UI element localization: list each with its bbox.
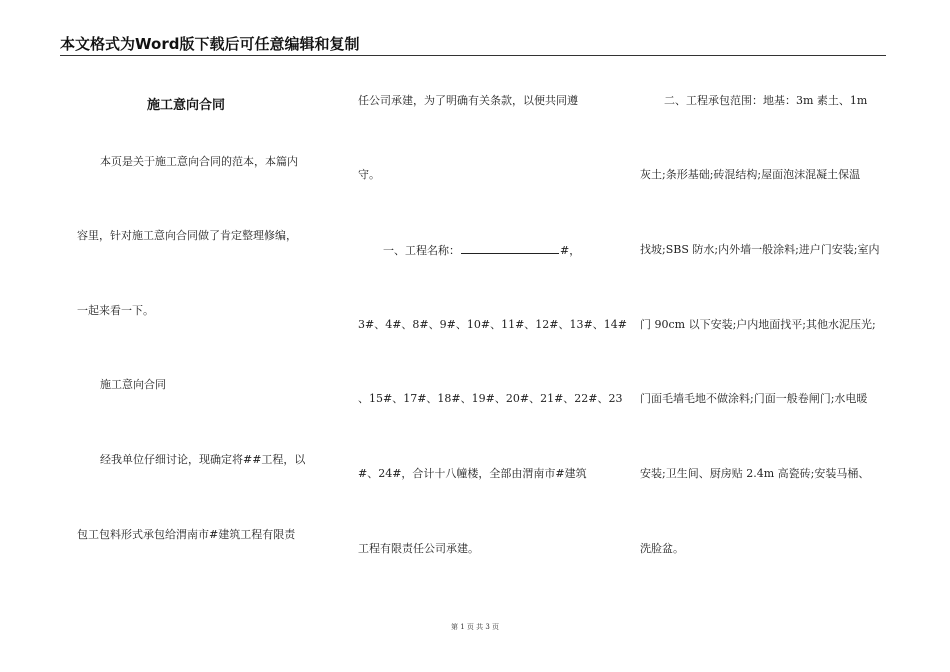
col2-project-name xyxy=(383,243,580,258)
col1-line-6: 包工包料形式承包给渭南市#建筑工程有限责 xyxy=(77,528,296,541)
col2-line-7: 工程有限责任公司承建。 xyxy=(358,542,479,555)
document-title: 施工意向合同 xyxy=(147,98,226,113)
col3-line-3: 找坡;SBS 防水;内外墙一般涂料;进户门安装;室内 xyxy=(640,243,880,256)
col1-line-1: 本页是关于施工意向合同的范本，本篇内 xyxy=(100,155,298,168)
col1-line-5: 经我单位仔细讨论，现确定将##工程，以 xyxy=(100,453,306,466)
col3-line-7: 洗脸盆。 xyxy=(640,542,684,555)
col2-line-5: 、15#、17#、18#、19#、20#、21#、22#、23 xyxy=(358,392,623,405)
col3-line-1: 二、工程承包范围：地基：3m 素土、1m xyxy=(664,94,868,107)
col3-line-5: 门面毛墙毛地不做涂料;门面一般卷闸门;水电暖 xyxy=(640,392,868,405)
project-name-suffix: #， xyxy=(560,244,581,257)
col2-line-1: 任公司承建，为了明确有关条款，以便共同遵 xyxy=(358,94,578,107)
col2-line-2: 守。 xyxy=(358,168,380,181)
header-rule xyxy=(60,55,886,56)
col1-line-2: 容里，针对施工意向合同做了肯定整理修编， xyxy=(77,229,297,242)
col3-line-6: 安装;卫生间、厨房贴 2.4m 高瓷砖;安装马桶、 xyxy=(640,467,870,480)
project-name-blank xyxy=(461,243,559,254)
page-footer: 第 1 页 共 3 页 xyxy=(450,623,500,631)
col3-line-2: 灰土;条形基础;砖混结构;屋面泡沫混凝土保温 xyxy=(640,168,861,181)
project-name-label: 一、工程名称： xyxy=(383,244,460,257)
col1-subtitle: 施工意向合同 xyxy=(100,378,166,391)
header-banner: 本文格式为Word版下载后可任意编辑和复制 xyxy=(60,35,360,53)
col3-line-4: 门 90cm 以下安装;户内地面找平;其他水泥压光; xyxy=(640,318,876,331)
col2-line-4: 3#、4#、8#、9#、10#、11#、12#、13#、14# xyxy=(358,318,627,331)
col1-line-3: 一起来看一下。 xyxy=(77,304,154,317)
col2-line-6: #、24#，合计十八幢楼，全部由渭南市#建筑 xyxy=(358,467,587,480)
